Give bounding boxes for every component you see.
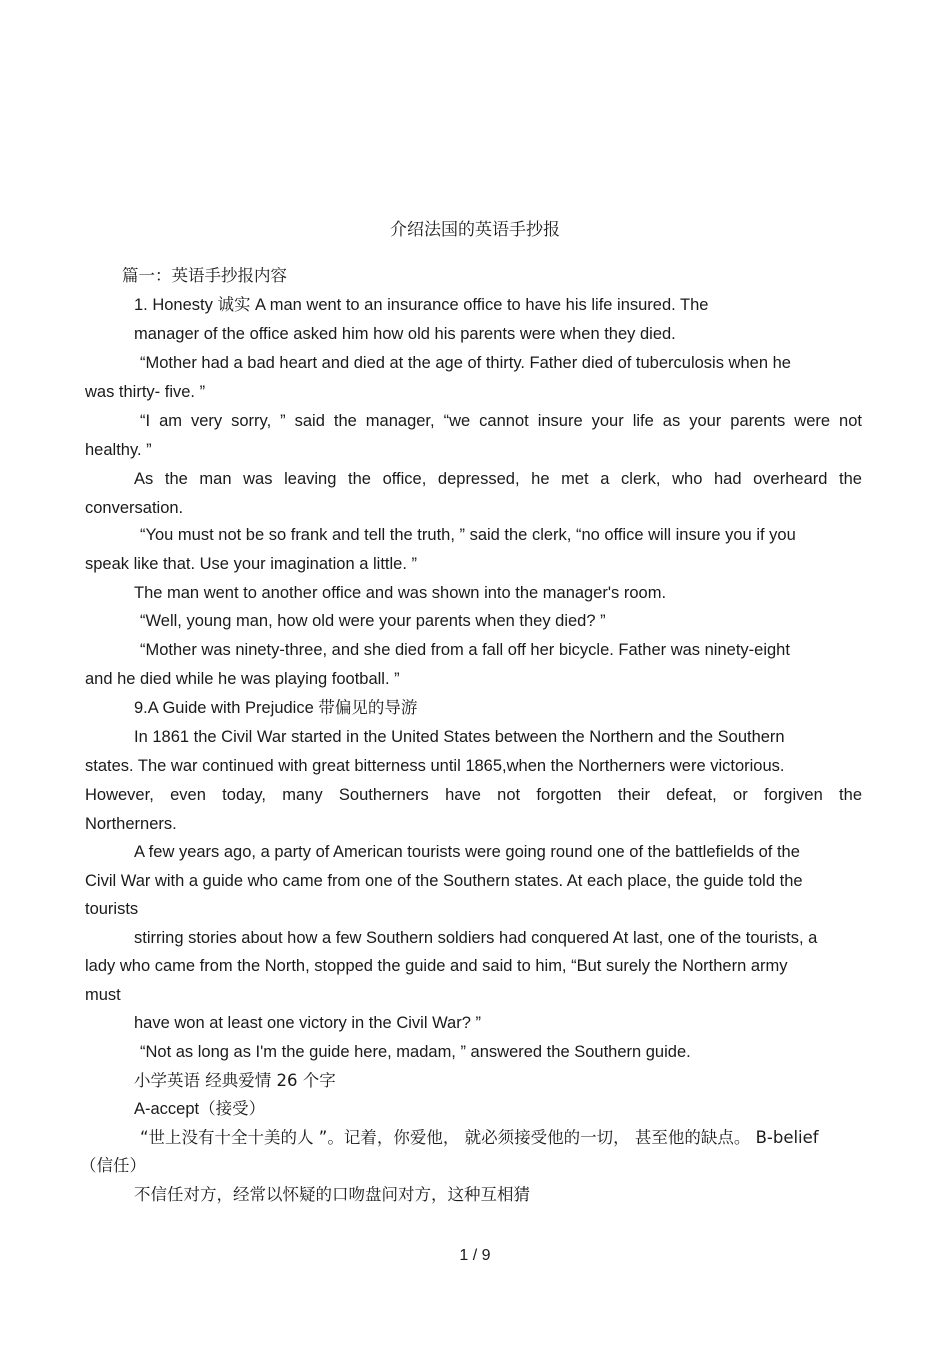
paragraph-line: stirring stories about how a few Southern soldiers had conquered At last, one of the tourists, a bbox=[134, 929, 818, 947]
paragraph-line: have won at least one victory in the Civil War? ” bbox=[134, 1014, 481, 1032]
paragraph-line: speak like that. Use your imagination a little. ” bbox=[85, 555, 417, 573]
paragraph-line: “You must not be so frank and tell the truth, ” said the clerk, “no office will insure you if you bbox=[140, 526, 796, 544]
paragraph-line: “Not as long as I'm the guide here, madam, ” answered the Southern guide. bbox=[140, 1043, 691, 1061]
paragraph-line: Northerners. bbox=[85, 815, 177, 833]
paragraph-line: tourists bbox=[85, 900, 139, 918]
paragraph-line: As the man was leaving the office, depressed, he met a clerk, who had overheard the bbox=[134, 470, 862, 488]
paragraph-line: The man went to another office and was shown into the manager's room. bbox=[134, 584, 667, 602]
paragraph-line: A few years ago, a party of American tourists were going round one of the battlefields of the bbox=[134, 843, 800, 861]
paragraph-line: “世上没有十全十美的人 ”。记着，你爱他， 就必须接受他的一切， 甚至他的缺点。 B-belief bbox=[140, 1128, 819, 1147]
section-heading: 9.A Guide with Prejudice 带偏见的导游 bbox=[134, 699, 418, 717]
paragraph-line: “Mother was ninety-three, and she died from a fall off her bicycle. Father was ninety-eight bbox=[140, 641, 790, 659]
paragraph-line: 1. Honesty 诚实 A man went to an insurance office to have his life insured. The bbox=[134, 296, 709, 314]
paragraph-line: “I am very sorry, ” said the manager, “we cannot insure your life as your parents were not bbox=[140, 412, 862, 430]
paragraph-line: healthy. ” bbox=[85, 441, 152, 459]
paragraph-line: Civil War with a guide who came from one of the Southern states. At each place, the guide told the bbox=[85, 872, 803, 890]
paragraph-line: was thirty- five. ” bbox=[85, 383, 206, 401]
paragraph-line: lady who came from the North, stopped the guide and said to him, “But surely the Northern army bbox=[85, 957, 788, 975]
paragraph-line: However, even today, many Southerners have not forgotten their defeat, or forgiven the bbox=[85, 786, 862, 804]
section-heading: 篇一：英语手抄报内容 bbox=[122, 266, 287, 285]
paragraph-line: （信任） bbox=[80, 1156, 146, 1175]
paragraph-line: In 1861 the Civil War started in the United States between the Northern and the Southern bbox=[134, 728, 785, 746]
paragraph-line: states. The war continued with great bitterness until 1865,when the Northerners were victorious. bbox=[85, 757, 785, 775]
paragraph-line: manager of the office asked him how old his parents were when they died. bbox=[134, 325, 676, 343]
paragraph-line: must bbox=[85, 986, 121, 1004]
paragraph-line: “Mother had a bad heart and died at the age of thirty. Father died of tuberculosis when he bbox=[140, 354, 791, 372]
paragraph-line: “Well, young man, how old were your parents when they died? ” bbox=[140, 612, 606, 630]
section-heading: 小学英语 经典爱情 26 个字 bbox=[134, 1071, 336, 1090]
paragraph-line: A-accept（接受） bbox=[134, 1100, 266, 1118]
paragraph-line: 不信任对方，经常以怀疑的口吻盘问对方，这种互相猜 bbox=[134, 1185, 530, 1204]
document-title: 介绍法国的英语手抄报 bbox=[390, 220, 560, 240]
paragraph-line: conversation. bbox=[85, 499, 184, 517]
paragraph-line: and he died while he was playing football. ” bbox=[85, 670, 400, 688]
page-number: 1 / 9 bbox=[459, 1247, 491, 1264]
